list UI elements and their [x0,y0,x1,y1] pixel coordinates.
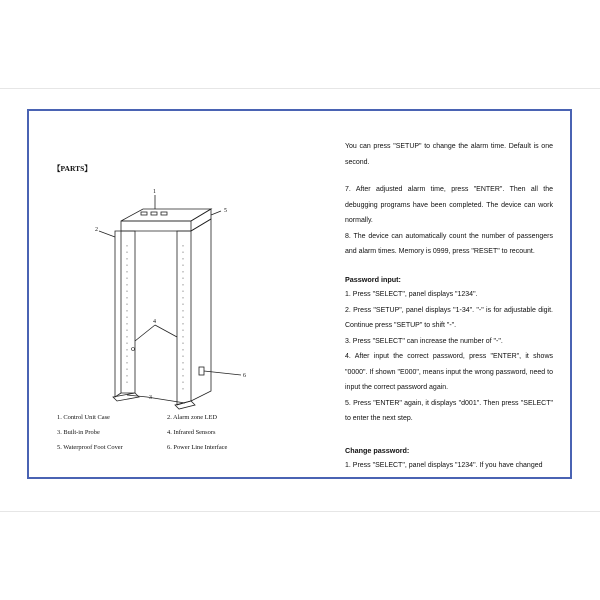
callout-2: 2 [95,227,98,233]
change-password-heading: Change password: [345,445,410,455]
legend-item: 5. Waterproof Foot Cover [57,444,123,451]
sensor-dot-icon [132,348,135,351]
change-password-step: 1. Press "SELECT", panel displays "1234". If you have changed [345,462,543,469]
legend-item: 2. Alarm zone LED [167,414,218,421]
callout-3: 3 [149,395,152,401]
password-step: 3. Press "SELECT" can increase the number of "-". [345,337,503,345]
password-step: 1. Press "SELECT", panel displays "1234". [345,291,478,298]
parts-title: 【PARTS】 [53,164,92,173]
intro-paragraph: You can press "SETUP" to change the alarm time. Default is one second. [345,143,553,166]
page-bottom-rule [0,511,600,512]
walk-through-metal-detector-diagram [91,185,261,415]
callout-1: 1 [153,189,156,195]
step-7: 7. After adjusted alarm time, press "ENTER". Then all the debugging programs have been completed. The device can work normally. [345,186,553,224]
callout-6: 6 [243,373,246,379]
callout-4: 4 [153,319,156,325]
step-8: 8. The device can automatically count the number of passengers and alarm times. Memory is 0999, press "RESET" to recount. [345,232,553,255]
legend-item: 4. Infrared Sensors [167,429,216,436]
legend-item: 3. Built-in Probe [57,429,100,436]
parts-column [53,163,323,174]
page-top-rule [0,88,600,89]
password-step: 5. Press "ENTER" again, it displays "d001". Then press "SELECT" to enter the next step. [345,399,553,422]
manual-page-frame [27,109,572,479]
legend-item: 6. Power Line Interface [167,444,228,451]
legend-item: 1. Control Unit Case [57,414,110,421]
password-step: 4. After input the correct password, press "ENTER", it shows "0000". If shown "E000", means input the wrong password, need to input the correct password again. [345,353,553,391]
password-step: 2. Press "SETUP", panel displays "1-34". "-" is for adjustable digit. Continue press "SETUP" to shift "-". [345,306,553,329]
instructions-column [345,139,553,474]
callout-5: 5 [224,208,227,214]
password-heading: Password input: [345,274,401,284]
parts-legend [57,414,297,451]
